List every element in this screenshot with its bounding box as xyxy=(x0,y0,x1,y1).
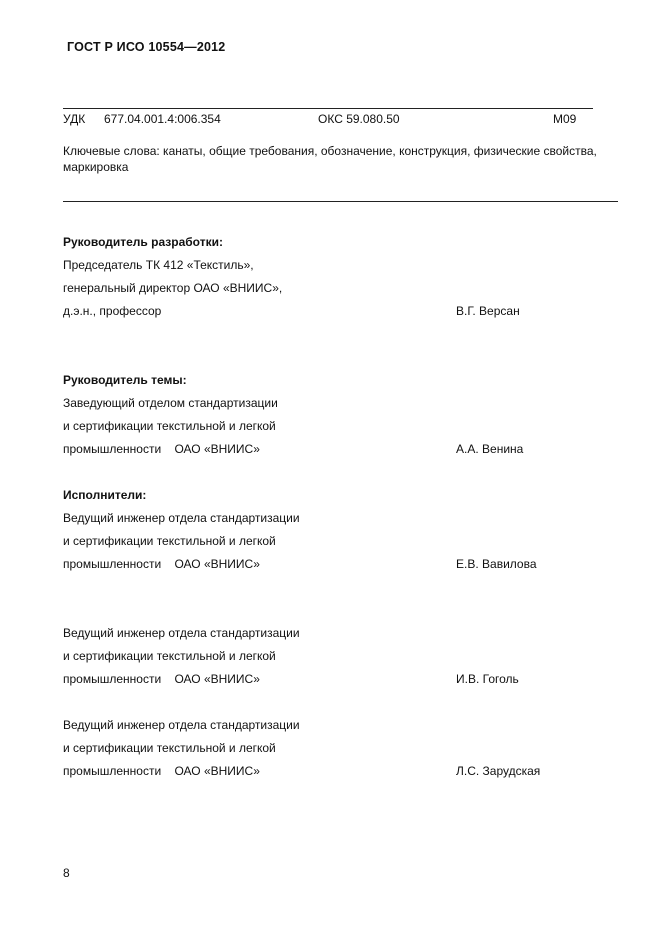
udk-code: 677.04.001.4:006.354 xyxy=(104,112,221,126)
development-head-title: Руководитель разработки: xyxy=(63,235,223,249)
theme-head-line-3: промышленности ОАО «ВНИИС» xyxy=(63,442,260,456)
development-head-line-2: генеральный директор ОАО «ВНИИС», xyxy=(63,281,283,295)
executor-1-line-3: промышленности ОАО «ВНИИС» xyxy=(63,557,260,571)
development-head-name: В.Г. Версан xyxy=(456,304,520,318)
development-head-line-3: д.э.н., профессор xyxy=(63,304,162,318)
page-number: 8 xyxy=(63,866,70,880)
theme-head-line-2: и сертификации текстильной и легкой xyxy=(63,419,276,433)
document-code: ГОСТ Р ИСО 10554—2012 xyxy=(67,40,226,54)
executors-title: Исполнители: xyxy=(63,488,147,502)
executor-2-line-3: промышленности ОАО «ВНИИС» xyxy=(63,672,260,686)
executor-2-line-1: Ведущий инженер отдела стандартизации xyxy=(63,626,300,640)
executor-2-line-2: и сертификации текстильной и легкой xyxy=(63,649,276,663)
keywords: Ключевые слова: канаты, общие требования, обозначение, конструкция, физические свойства, маркировка xyxy=(63,144,597,174)
development-head-line-1: Председатель ТК 412 «Текстиль», xyxy=(63,258,254,272)
oks-code: ОКС 59.080.50 xyxy=(318,112,400,126)
theme-head-line-1: Заведующий отделом стандартизации xyxy=(63,396,278,410)
theme-head-title: Руководитель темы: xyxy=(63,373,187,387)
executor-3-line-2: и сертификации текстильной и легкой xyxy=(63,741,276,755)
executor-1-line-1: Ведущий инженер отдела стандартизации xyxy=(63,511,300,525)
executor-1-name: Е.В. Вавилова xyxy=(456,557,537,571)
top-divider xyxy=(63,108,593,109)
executor-1-line-2: и сертификации текстильной и легкой xyxy=(63,534,276,548)
executor-3-line-1: Ведущий инженер отдела стандартизации xyxy=(63,718,300,732)
executor-3-name: Л.С. Зарудская xyxy=(456,764,541,778)
executor-3-line-3: промышленности ОАО «ВНИИС» xyxy=(63,764,260,778)
m-code: М09 xyxy=(553,112,577,126)
udk-label: УДК xyxy=(63,112,86,126)
executor-2-name: И.В. Гоголь xyxy=(456,672,519,686)
bottom-divider xyxy=(63,201,618,202)
theme-head-name: А.А. Венина xyxy=(456,442,524,456)
